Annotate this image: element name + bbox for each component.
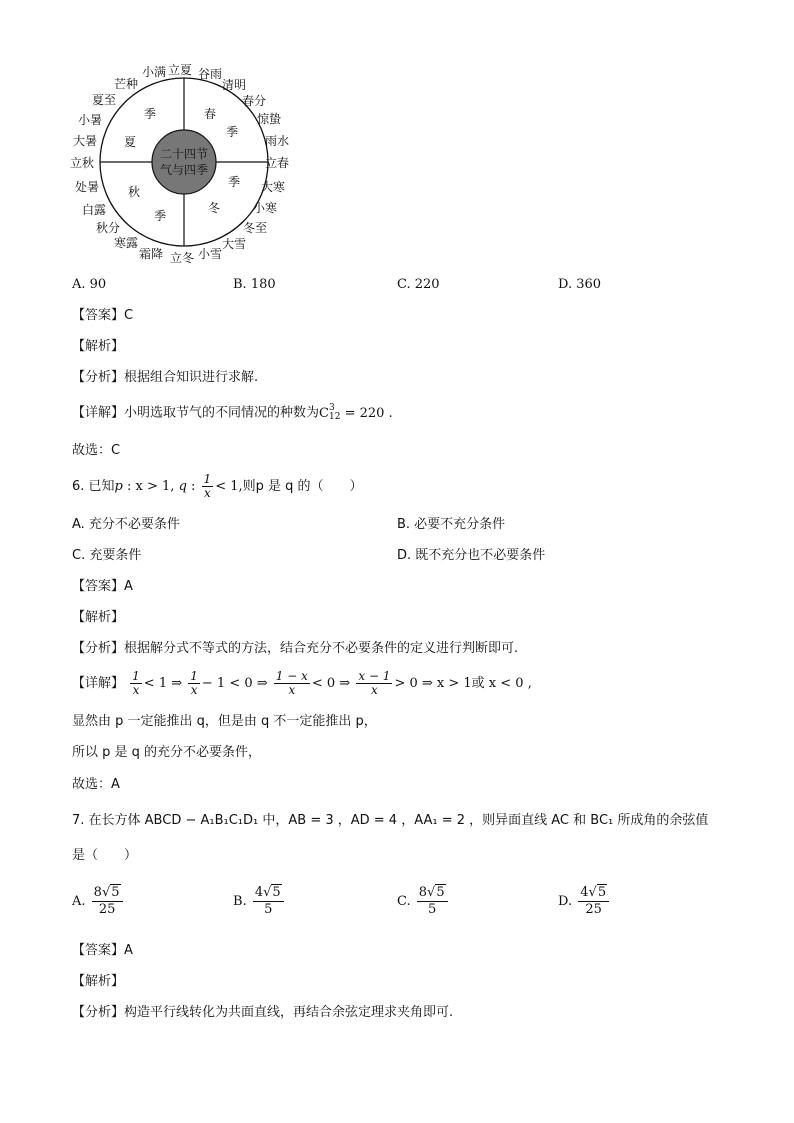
- q6-stem-suffix: 则p 是 q 的（ ）: [242, 479, 363, 494]
- formula-c: C: [319, 405, 329, 421]
- fenxi-text: 根据解分式不等式的方法，结合充分不必要条件的定义进行判断即可.: [124, 641, 519, 656]
- xiangjie-tag: 【详解】: [72, 676, 125, 691]
- season-autumn-ji: 季: [153, 209, 167, 223]
- q7-option-b: B. $\frac{4√5}{5}$: [233, 884, 286, 920]
- q7-fenxi-line: [72, 1004, 453, 1022]
- q6-fenxi-line: [72, 640, 518, 658]
- term-lidong: 立冬: [170, 251, 195, 265]
- q5-analysis-tag: 【解析】: [72, 339, 125, 354]
- answer-value: C: [124, 308, 134, 323]
- term-dashu: 大暑: [73, 134, 98, 148]
- q6-stem-p-cond: : x > 1,: [122, 479, 175, 494]
- q6-stem: 6. 已知p : x > 1, q : $\frac{1}{x}$ < 1,则p 是 q 的（ ）: [72, 472, 363, 500]
- term-liqiu: 立秋: [70, 156, 95, 170]
- q6-option-c: C. 充要条件: [72, 548, 142, 563]
- combination-formula: [319, 403, 393, 422]
- q6-stem-q: q: [178, 479, 187, 494]
- term-shuangjiang: 霜降: [139, 247, 164, 261]
- season-winter: 冬: [207, 201, 221, 215]
- term-chushu: 处暑: [75, 180, 100, 194]
- season-autumn: 秋: [127, 185, 141, 199]
- fenxi-text: 根据组合知识进行求解.: [124, 370, 259, 385]
- answer-tag: 【答案】: [72, 943, 125, 958]
- answer-value: A: [124, 943, 133, 958]
- q6-conclusion-1: 显然由 p 一定能推出 q，但是由 q 不一定能推出 p，: [72, 714, 377, 729]
- term-jingzhe: 惊蛰: [257, 112, 282, 126]
- q6-answer-line: [72, 578, 133, 596]
- q6-choose: 故选：A: [72, 777, 120, 792]
- xiangjie-tag: 【详解】: [72, 405, 125, 421]
- q6-xiangjie-line: 【详解】 $\frac{1}{x}$ < 1 ⇒ $\frac{1}{x}$ − 1 < 0 ⇒ $\frac{1 - x}{x}$ < 0 ⇒ $\frac{x - 1}{x}$ > 0 ⇒ x > 1或 x < 0 ,: [72, 669, 532, 697]
- term-lixia: 立夏: [168, 63, 193, 77]
- q5-option-a: A. 90: [72, 277, 107, 292]
- q5-option-c: C. 220: [397, 277, 440, 292]
- derivation-fraction-2: $\frac{1}{x}$: [190, 669, 198, 697]
- formula-rest: = 220 .: [340, 405, 393, 421]
- term-hanlu: 寒露: [114, 236, 139, 250]
- term-dahan: 大寒: [261, 180, 286, 194]
- q6-option-a: A. 充分不必要条件: [72, 517, 180, 532]
- term-lichun: 立春: [265, 156, 290, 170]
- xiangjie-text: 小明选取节气的不同情况的种数为: [124, 405, 320, 421]
- q7-stem: 7. 在长方体 ABCD − A₁B₁C₁D₁ 中，AB = 3 ，AD = 4 ，AA₁ = 2 ，则异面直线 AC 和 BC₁ 所成角的余弦值: [72, 813, 709, 828]
- q6-option-b: B. 必要不充分条件: [397, 517, 506, 532]
- q5-option-d: D. 360: [558, 277, 602, 292]
- wheel-center-top: 二十四节: [159, 147, 209, 161]
- answer-value: A: [124, 579, 133, 594]
- fenxi-text: 构造平行线转化为共面直线，再结合余弦定理求夹角即可.: [124, 1005, 454, 1020]
- q5-choose: 故选：C: [72, 443, 121, 458]
- term-xiaoman: 小满: [142, 65, 167, 79]
- answer-tag: 【答案】: [72, 308, 125, 323]
- q6-analysis-tag: 【解析】: [72, 610, 125, 625]
- q6-option-d: D. 既不充分也不必要条件: [397, 548, 546, 563]
- wheel-center-disc: [152, 130, 216, 194]
- term-qiufen: 秋分: [96, 221, 121, 235]
- fenxi-tag: 【分析】: [72, 641, 125, 656]
- term-xiaohan: 小寒: [253, 201, 278, 215]
- q7-analysis-tag: 【解析】: [72, 974, 125, 989]
- season-summer: 夏: [123, 135, 137, 149]
- q5-fenxi-line: [72, 369, 258, 387]
- q6-stem-prefix: 6. 已知: [72, 479, 115, 494]
- q7-answer-line: [72, 942, 133, 960]
- term-mangzhong: 芒种: [114, 77, 139, 91]
- term-xiaoshu: 小暑: [78, 113, 103, 127]
- term-dongzhi: 冬至: [243, 221, 268, 235]
- formula-sup: 3: [328, 403, 335, 413]
- q5-option-b: B. 180: [233, 277, 276, 292]
- q6-conclusion-2: 所以 p 是 q 的充分不必要条件，: [72, 745, 262, 760]
- term-xiaoxue: 小雪: [198, 247, 223, 261]
- q7-option-d: D. $\frac{4√5}{25}$: [558, 884, 611, 920]
- term-xiazhi: 夏至: [92, 93, 117, 107]
- fenxi-tag: 【分析】: [72, 1005, 125, 1020]
- term-bailu: 白露: [82, 203, 107, 217]
- formula-sub: 12: [328, 412, 341, 422]
- season-winter-ji: 季: [227, 175, 241, 189]
- season-summer-ji: 季: [143, 107, 157, 121]
- derivation-fraction-1: $\frac{1}{x}$: [132, 669, 140, 697]
- q5-answer-line: [72, 307, 133, 325]
- derivation-fraction-4: $\frac{x - 1}{x}$: [358, 669, 391, 697]
- answer-tag: 【答案】: [72, 579, 125, 594]
- term-chunfen: 春分: [242, 94, 267, 108]
- q7-stem-continued: 是（ ）: [72, 848, 138, 863]
- solar-terms-wheel: [62, 60, 322, 270]
- term-daxue: 大雪: [222, 237, 247, 251]
- term-qingming: 清明: [222, 78, 247, 92]
- term-yushui: 雨水: [265, 134, 290, 148]
- q6-stem-fraction: $\frac{1}{x}$: [203, 472, 212, 500]
- season-spring: 春: [203, 107, 217, 121]
- q5-xiangjie-line: [72, 404, 393, 423]
- q7-option-a: A. $\frac{8√5}{25}$: [72, 884, 125, 920]
- q7-option-c: C. $\frac{8√5}{5}$: [397, 884, 450, 920]
- season-spring-ji: 季: [225, 125, 239, 139]
- q6-stem-p: p: [114, 479, 123, 494]
- derivation-fraction-3: $\frac{1 - x}{x}$: [275, 669, 308, 697]
- term-guyu: 谷雨: [198, 67, 223, 81]
- fenxi-tag: 【分析】: [72, 370, 125, 385]
- wheel-center-bottom: 气与四季: [159, 163, 209, 177]
- q6-stem-q-cond: < 1,: [215, 479, 243, 494]
